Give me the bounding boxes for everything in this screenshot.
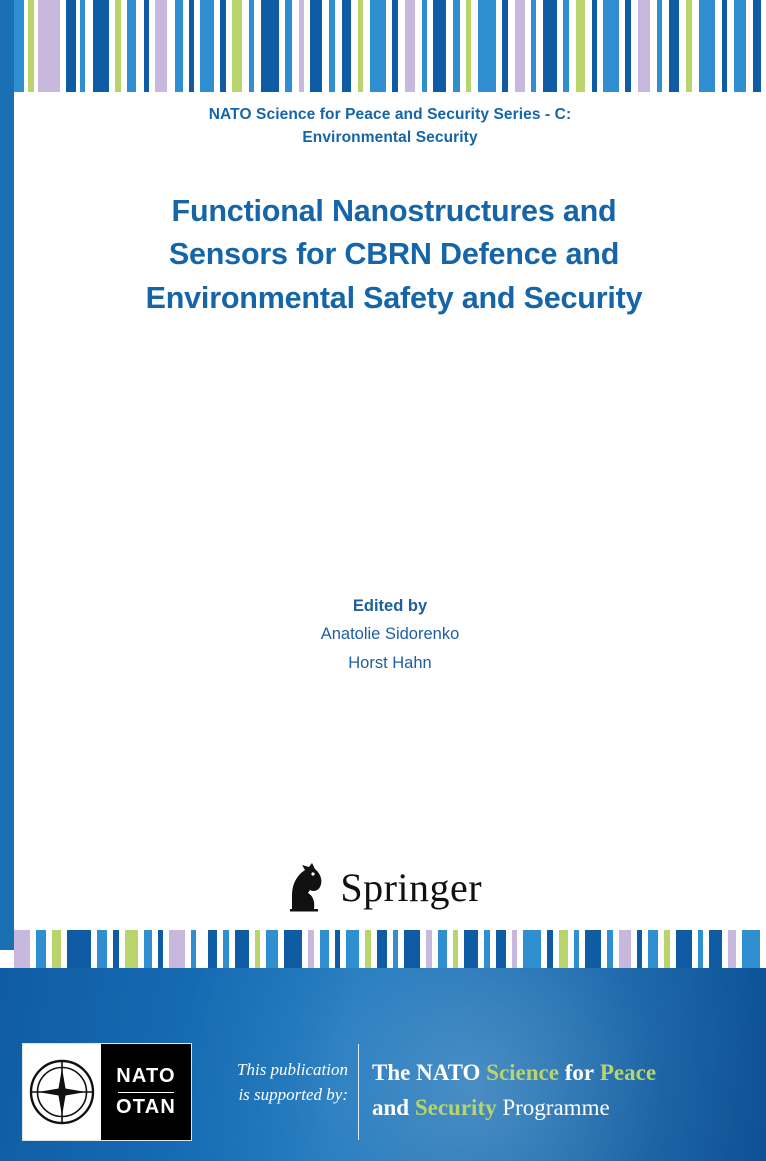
decorative-bar (592, 0, 597, 92)
decorative-bar (512, 930, 517, 968)
top-barcode-strip (14, 0, 766, 92)
decorative-bar (365, 930, 371, 968)
decorative-bar (638, 0, 650, 92)
decorative-bar (676, 930, 692, 968)
decorative-bar (169, 930, 185, 968)
decorative-bar (478, 0, 496, 92)
decorative-bar (515, 0, 525, 92)
decorative-bar (285, 0, 292, 92)
title-line-1: Functional Nanostructures and (171, 194, 617, 228)
decorative-bar (284, 930, 302, 968)
decorative-bar (189, 0, 194, 92)
springer-wordmark: Springer (340, 864, 483, 910)
decorative-bar (370, 0, 386, 92)
nato-logo (22, 1043, 192, 1141)
decorative-bar (607, 930, 613, 968)
decorative-bar (329, 0, 335, 92)
decorative-bar (377, 930, 387, 968)
decorative-bar (648, 930, 658, 968)
decorative-bar (158, 930, 163, 968)
title-line-3: Environmental Safety and Security (145, 280, 643, 315)
cover-spine-bar (0, 0, 14, 950)
decorative-bar (266, 930, 278, 968)
programme-security: Security (414, 1094, 497, 1120)
decorative-bar (728, 930, 736, 968)
decorative-bar (523, 930, 541, 968)
decorative-bar (299, 0, 304, 92)
decorative-bar (619, 930, 631, 968)
decorative-bar (308, 930, 314, 968)
editor-name-1: Anatolie Sidorenko (320, 625, 460, 644)
decorative-bar (496, 930, 506, 968)
nato-otan-wordmark (101, 1044, 191, 1140)
decorative-bar (669, 0, 679, 92)
decorative-bar (574, 930, 579, 968)
decorative-bar (200, 0, 214, 92)
decorative-bar (484, 930, 490, 968)
programme-nato: NATO (416, 1060, 481, 1085)
decorative-bar (734, 0, 746, 92)
decorative-bar (464, 930, 478, 968)
decorative-bar (125, 930, 138, 968)
programme-for: for (564, 1060, 595, 1085)
decorative-bar (175, 0, 183, 92)
decorative-bar (404, 930, 420, 968)
decorative-bar (28, 0, 34, 92)
decorative-bar (466, 0, 471, 92)
decorative-bar (709, 930, 722, 968)
decorative-bar (144, 930, 152, 968)
decorative-bar (625, 0, 631, 92)
decorative-bar (426, 930, 432, 968)
decorative-bar (563, 0, 569, 92)
decorative-bar (405, 0, 415, 92)
decorative-bar (144, 0, 149, 92)
support-line-1: This publication (237, 1060, 348, 1079)
decorative-bar (208, 930, 217, 968)
decorative-bar (67, 930, 91, 968)
programme-line-1 (372, 1056, 752, 1091)
nato-divider (118, 1092, 174, 1093)
support-statement (208, 1058, 348, 1107)
decorative-bar (342, 0, 351, 92)
book-title (44, 190, 744, 320)
decorative-bar (543, 0, 557, 92)
programme-science: Science (486, 1060, 559, 1085)
decorative-bar (97, 930, 107, 968)
nato-compass-icon (23, 1044, 101, 1140)
decorative-bar (392, 0, 398, 92)
decorative-bar (603, 0, 619, 92)
decorative-bar (699, 0, 715, 92)
decorative-bar (235, 930, 249, 968)
otan-label: OTAN (116, 1095, 176, 1118)
decorative-bar (232, 0, 242, 92)
decorative-bar (742, 930, 760, 968)
decorative-bar (453, 0, 460, 92)
decorative-bar (686, 0, 692, 92)
decorative-bar (637, 930, 642, 968)
decorative-bar (113, 930, 119, 968)
decorative-bar (531, 0, 536, 92)
decorative-bar (559, 930, 568, 968)
edited-by-label: Edited by (352, 597, 428, 615)
title-line-2: Sensors for CBRN Defence and (168, 237, 620, 272)
programme-and: and (372, 1094, 410, 1120)
publisher-logo (0, 862, 766, 912)
programme-the: The (372, 1060, 411, 1085)
decorative-bar (14, 0, 24, 92)
decorative-bar (52, 930, 61, 968)
programme-programme: Programme (502, 1094, 610, 1120)
decorative-bar (223, 930, 229, 968)
decorative-bar (576, 0, 585, 92)
decorative-bar (127, 0, 136, 92)
decorative-bar (753, 0, 761, 92)
decorative-bar (664, 930, 670, 968)
springer-knight-icon (284, 862, 328, 912)
programme-name (372, 1056, 752, 1125)
decorative-bar (358, 0, 363, 92)
decorative-bar (115, 0, 121, 92)
editors-block (14, 592, 766, 677)
decorative-bar (255, 930, 260, 968)
support-line-2: is supported by: (238, 1084, 348, 1104)
decorative-bar (698, 930, 703, 968)
decorative-bar (66, 0, 76, 92)
decorative-bar (155, 0, 167, 92)
decorative-bar (320, 930, 329, 968)
decorative-bar (93, 0, 109, 92)
decorative-bar (335, 930, 340, 968)
decorative-bar (80, 0, 85, 92)
decorative-bar (261, 0, 279, 92)
nato-label: NATO (116, 1064, 176, 1087)
decorative-bar (453, 930, 458, 968)
series-line-2: Environmental Security (302, 129, 478, 147)
series-header (14, 103, 766, 150)
decorative-bar (14, 930, 30, 968)
decorative-bar (502, 0, 508, 92)
decorative-bar (310, 0, 322, 92)
decorative-bar (393, 930, 398, 968)
decorative-bar (249, 0, 254, 92)
series-line-1: NATO Science for Peace and Security Series - C: (208, 106, 572, 123)
decorative-bar (438, 930, 447, 968)
footer-divider (358, 1044, 359, 1140)
editor-name-2: Horst Hahn (348, 653, 432, 672)
decorative-bar (422, 0, 427, 92)
decorative-bar (433, 0, 446, 92)
decorative-bar (38, 0, 60, 92)
programme-peace: Peace (599, 1060, 657, 1085)
decorative-bar (36, 930, 46, 968)
decorative-bar (547, 930, 553, 968)
decorative-bar (220, 0, 226, 92)
bottom-barcode-strip (14, 930, 766, 968)
decorative-bar (722, 0, 727, 92)
programme-line-2 (372, 1091, 752, 1126)
decorative-bar (585, 930, 601, 968)
decorative-bar (657, 0, 662, 92)
decorative-bar (346, 930, 359, 968)
decorative-bar (191, 930, 196, 968)
